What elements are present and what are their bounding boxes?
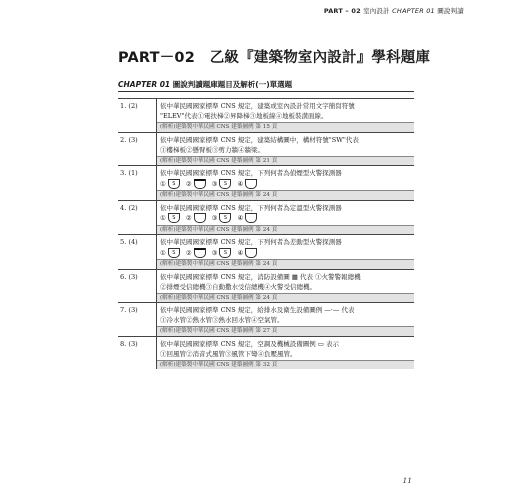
question-body [156, 201, 414, 235]
symbol-option [160, 179, 180, 189]
question-line: 依中華民國國家標準 CNS 規定，空調及機械設備圖例 ▭ 表示 [160, 339, 340, 348]
question-row [118, 165, 414, 200]
detector-symbol-icon [245, 179, 257, 189]
chapter-text: 圖說判讀題庫題目及解析(一)單選題 [172, 80, 293, 89]
question-main [118, 270, 414, 303]
question-line: ①樓梯板②懸臂板③剪力牆④牆梁。 [160, 145, 264, 154]
symbol-option [237, 213, 257, 223]
symbol-options [160, 178, 411, 189]
question-body [156, 235, 414, 269]
option-mark: ④ [237, 179, 244, 188]
option-mark: ② [185, 179, 192, 188]
question-reference: (解析)建築製中華民國 CNS 建築圖例 第 24 頁 [157, 190, 414, 200]
question-reference: (解析)建築製中華民國 CNS 建築圖例 第 24 頁 [157, 225, 414, 235]
question-text [157, 235, 414, 259]
symbol-option [212, 248, 232, 258]
question-row [118, 336, 414, 370]
question-main [118, 201, 414, 235]
question-row [118, 98, 414, 132]
option-mark: ④ [237, 248, 244, 257]
question-reference: (解析)建築製中華民國 CNS 建築圖例 第 27 頁 [157, 326, 414, 336]
question-table [118, 98, 414, 369]
question-reference: (解析)建築製中華民國 CNS 建築圖例 第 24 頁 [157, 293, 414, 303]
question-main [118, 235, 414, 269]
question-main [118, 133, 414, 166]
question-line: 依中華民國國家標準 CNS 規定，給排水及衛生設備圖例 —·— 代表 [160, 306, 355, 314]
running-head-chapter: CHAPTER 01 [392, 7, 435, 15]
question-reference: (解析)建築製中華民國 CNS 建築圖例 第 15 頁 [157, 122, 414, 132]
question-line: ②排煙受信總機③自動撒水受信總機④火警受信總機。 [160, 282, 316, 291]
running-head-part: PART – 02 [323, 7, 361, 15]
question-number: 8. (3) [120, 339, 138, 348]
symbol-option [212, 213, 232, 223]
detector-symbol-icon [194, 248, 206, 258]
question-line: 依中華民國國家標準 CNS 規定，下列何者為定溫型火警探測器 [160, 203, 342, 212]
option-mark: ③ [211, 179, 218, 188]
option-mark: ③ [211, 248, 218, 257]
question-line: "ELEV"代表①電扶梯②昇降梯③地板線④地板裝潢面線。 [160, 112, 328, 120]
question-text [157, 303, 414, 326]
detector-symbol-icon [245, 248, 257, 258]
question-reference: (解析)建築製中華民國 CNS 建築圖例 第 32 頁 [157, 360, 414, 370]
detector-symbol-icon: S [219, 248, 231, 258]
question-main [118, 337, 414, 370]
option-mark: ② [185, 248, 192, 257]
symbol-option [186, 179, 206, 189]
option-mark: ④ [237, 214, 244, 222]
question-body [156, 166, 414, 200]
question-line: 依中華民國國家標準 CNS 規定，下列何者為偵煙型火警探測器 [160, 169, 342, 177]
page-number: 11 [402, 476, 412, 485]
question-number: 5. (4) [120, 238, 138, 246]
running-head [324, 6, 464, 15]
detector-symbol-icon: S [168, 213, 180, 223]
running-head-part-title: 室內設計 [363, 7, 390, 15]
question-text [157, 337, 414, 360]
question-body [156, 99, 414, 132]
question-reference: (解析)建築製中華民國 CNS 建築圖例 第 24 頁 [157, 259, 414, 269]
chapter-label: CHAPTER 01 [118, 80, 171, 89]
symbol-option [237, 179, 257, 189]
question-line: 依中華民國國家標準 CNS 規定，消防設備圖 ▦ 代表 ①火警警報總機 [160, 272, 361, 281]
question-body [156, 270, 414, 303]
symbol-options [160, 213, 411, 224]
question-line: 依中華民國國家標準 CNS 規定，下列何者為差動型火警探測器 [160, 238, 342, 246]
question-number: 7. (3) [120, 306, 138, 314]
symbol-option [237, 248, 257, 258]
question-text [157, 270, 414, 293]
symbol-option [186, 248, 206, 258]
symbol-option [186, 213, 206, 223]
question-row [118, 302, 414, 336]
question-line: 依中華民國國家標準 CNS 規定，建築或室內設計常用文字簡寫符號 [160, 102, 355, 110]
detector-symbol-icon [194, 213, 206, 223]
question-body [156, 337, 414, 370]
question-reference: (解析)建築製中華民國 CNS 建築圖例 第 21 頁 [157, 156, 414, 166]
question-text [157, 201, 414, 225]
chapter-heading [118, 79, 292, 90]
option-mark: ② [185, 214, 192, 222]
option-mark: ① [160, 248, 166, 257]
question-body [156, 303, 414, 336]
symbol-option [160, 248, 180, 258]
question-line: ①冷水管②熱水管③熱水回水管④空氣管。 [160, 316, 284, 324]
option-mark: ① [160, 214, 166, 222]
page-title: PART－02 乙級『建築物室內設計』學科題庫 [118, 50, 431, 66]
question-number: 4. (2) [120, 203, 138, 212]
question-row [118, 234, 414, 269]
detector-symbol-icon: S [168, 179, 180, 189]
running-head-chapter-title: 圖說判讀 [437, 7, 464, 15]
question-number: 3. (1) [120, 169, 138, 177]
detector-symbol-icon: S [219, 179, 231, 189]
symbol-option [212, 179, 232, 189]
option-mark: ③ [211, 214, 218, 222]
question-text [157, 133, 414, 156]
detector-symbol-icon: S [219, 213, 231, 223]
question-row [118, 200, 414, 235]
symbol-options [160, 247, 411, 258]
detector-symbol-icon [194, 179, 206, 189]
chapter-rule [118, 91, 414, 92]
question-main [118, 99, 414, 132]
question-text [157, 166, 414, 190]
question-number: 2. (3) [120, 135, 138, 144]
detector-symbol-icon: S [168, 248, 180, 258]
question-number: 6. (3) [120, 272, 138, 281]
detector-symbol-icon [245, 213, 257, 223]
question-main [118, 303, 414, 336]
question-number: 1. (2) [120, 102, 138, 110]
question-row [118, 269, 414, 303]
question-line: ①回風管②消音式風管③風管下彎④負壓風管。 [160, 349, 297, 358]
question-row [118, 132, 414, 166]
question-text [157, 99, 414, 122]
question-line: 依中華民國國家標準 CNS 規定，建築結構圖中，構材符號"SW"代表 [160, 135, 359, 144]
option-mark: ① [160, 179, 166, 188]
question-body [156, 133, 414, 166]
symbol-option [160, 213, 180, 223]
question-main [118, 166, 414, 200]
